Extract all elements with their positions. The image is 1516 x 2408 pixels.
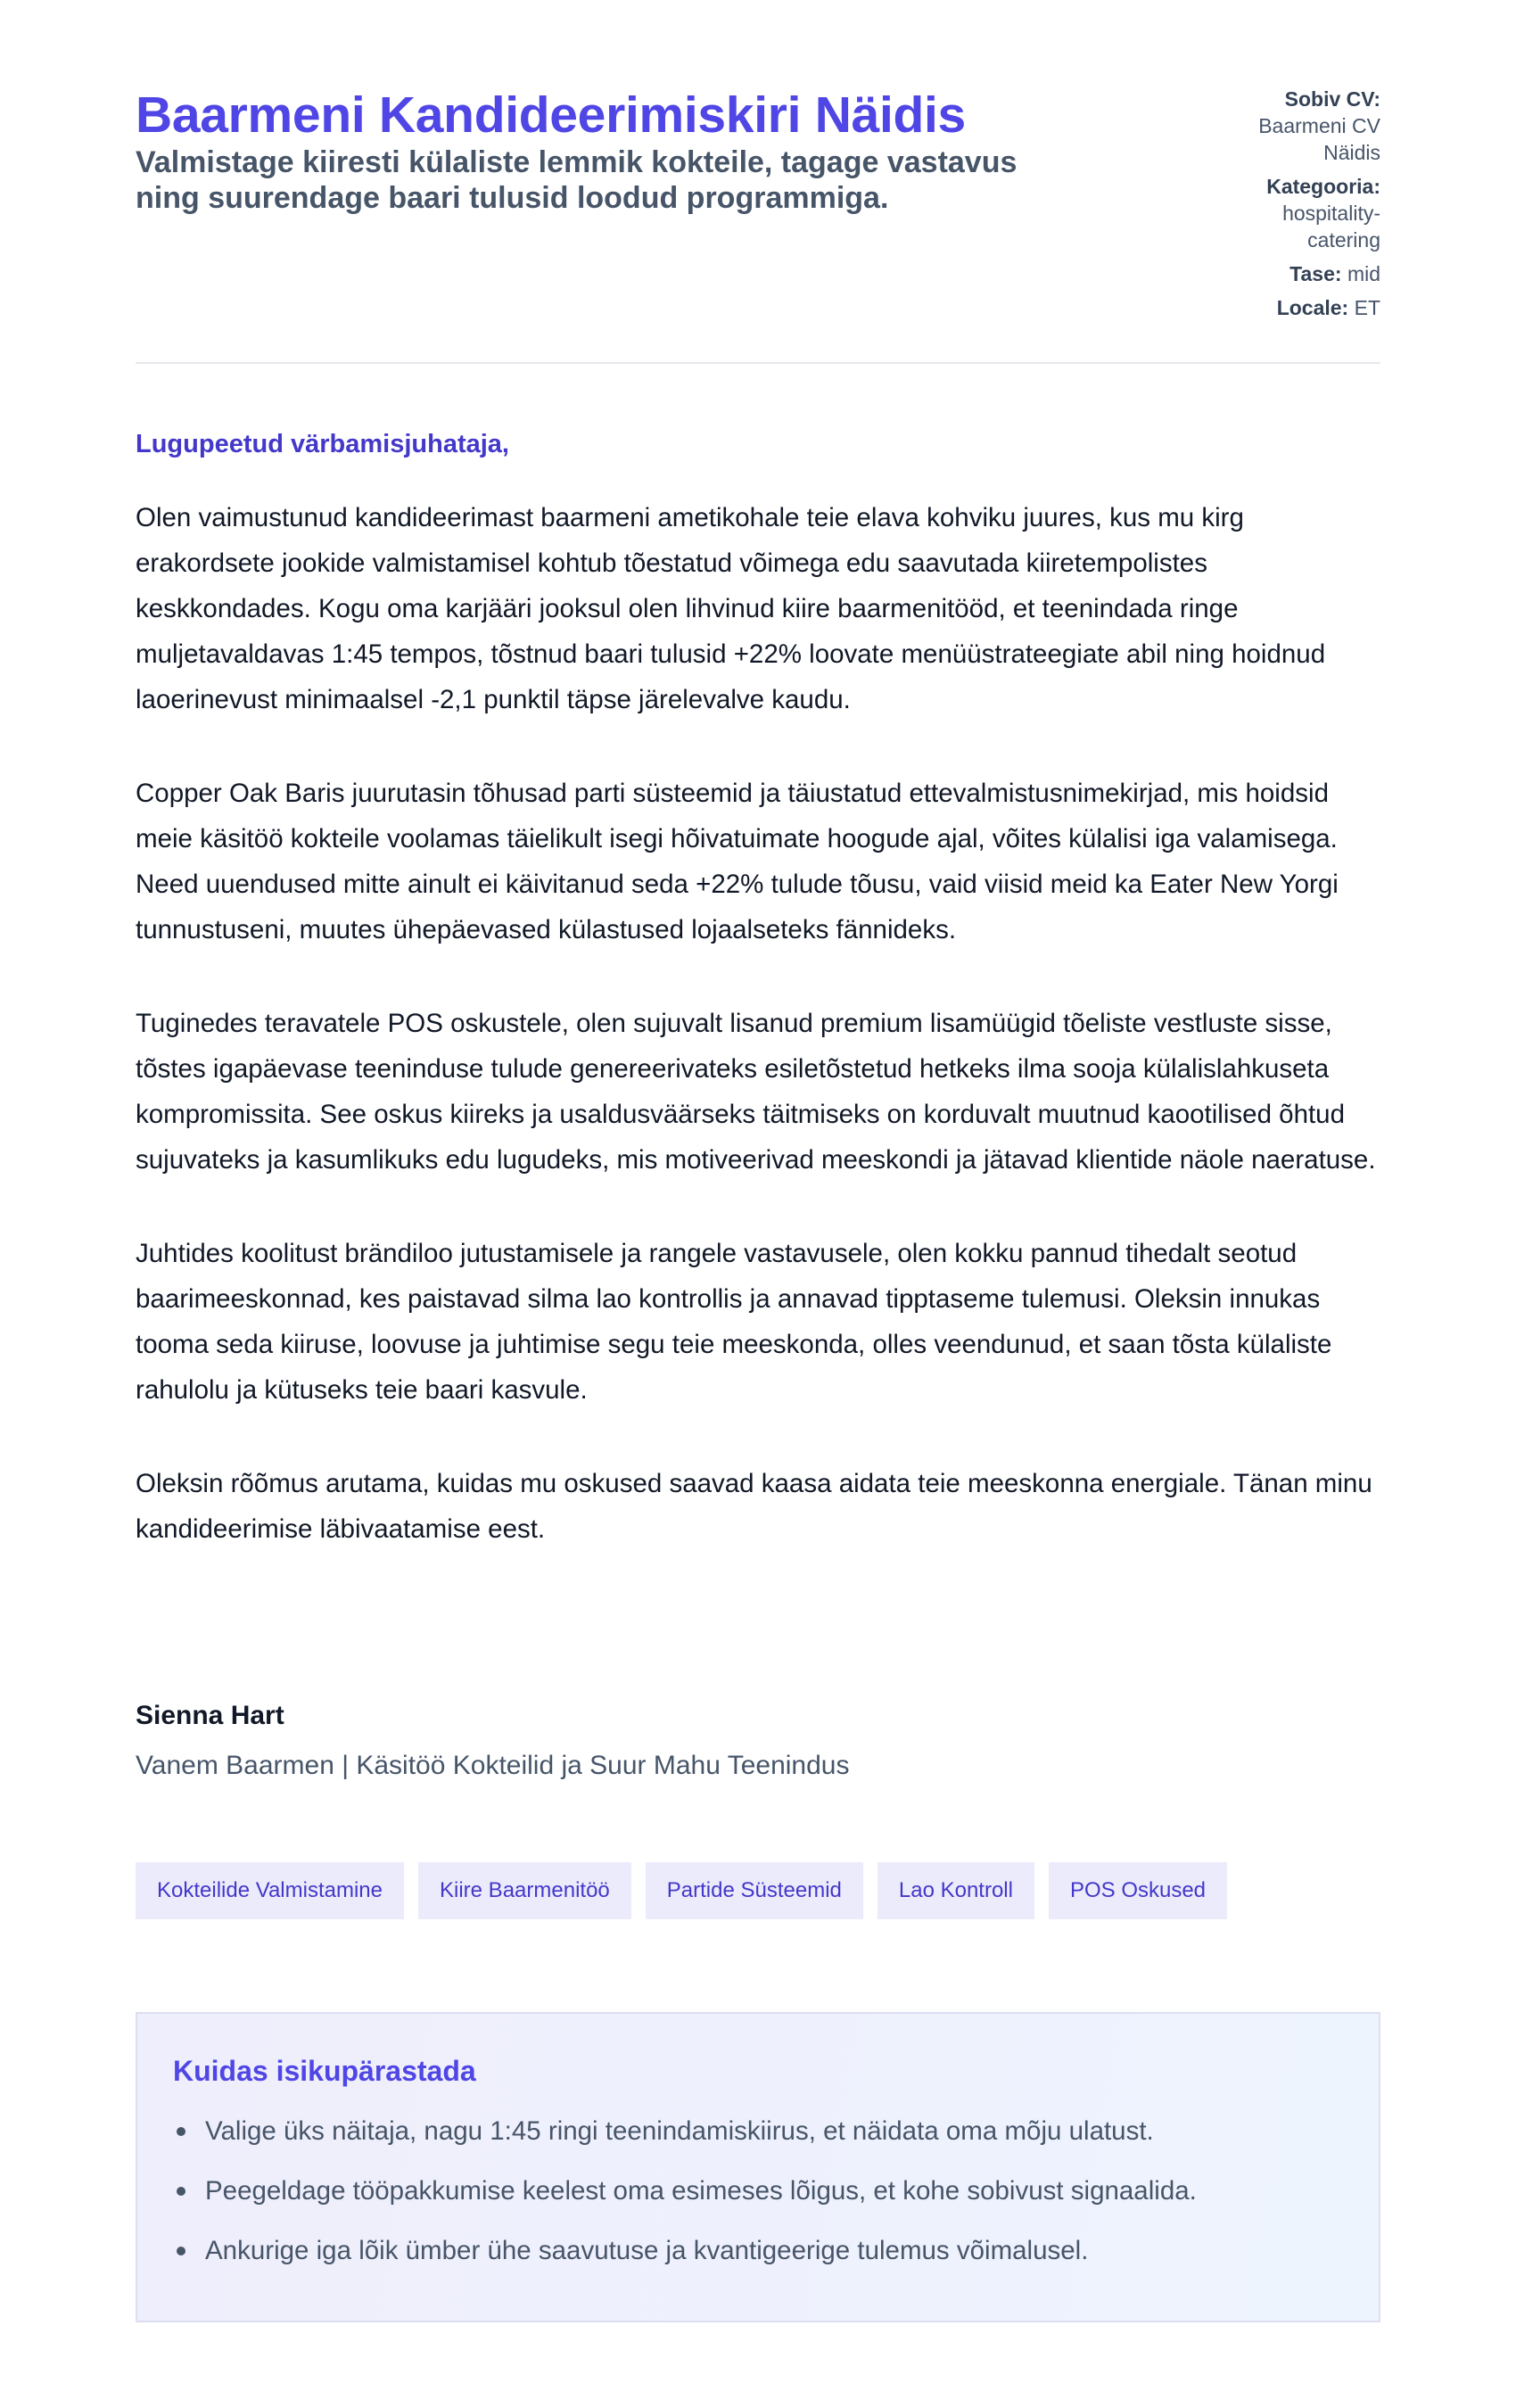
skill-tag[interactable]: Kokteilide Valmistamine (136, 1862, 404, 1919)
meta-level-value: mid (1347, 262, 1380, 285)
page-header (136, 0, 1380, 364)
tips-list (173, 2114, 1343, 2269)
letter-body (136, 495, 1380, 1552)
meta-category-label: Kategooria: (1266, 175, 1380, 198)
skill-tags (136, 1862, 1227, 1919)
tips-item (173, 2173, 1343, 2209)
skill-tag[interactable]: Kiire Baarmenitöö (418, 1862, 631, 1919)
meta-matching-cv (1229, 86, 1380, 166)
skill-tag[interactable]: POS Oskused (1049, 1862, 1227, 1919)
meta-locale (1229, 294, 1380, 321)
tips-item (173, 2114, 1343, 2149)
skill-tag[interactable]: Lao Kontroll (877, 1862, 1034, 1919)
meta-level-label: Tase: (1289, 262, 1342, 285)
bullet-icon (177, 2247, 185, 2255)
letter-paragraph: Copper Oak Baris juurutasin tõhusad parti süsteemid ja täiustatud ettevalmistusnimekirjad, mis hoidsid meie käsitöö kokteile voolamas täielikult isegi hõivatuimate hoogude ajal, võites külalisi iga valamisega. Need uuendused mitte ainult ei käivitanud seda +22% tulude tõusu, vaid viisid meid ka Eater New Yorgi tunnustuseni, muutes ühepäevased külastused lojaalseteks fännideks. (136, 779, 1339, 944)
meta-locale-label: Locale: (1276, 296, 1349, 319)
meta-matching-cv-label: Sobiv CV: (1284, 87, 1380, 111)
title-block (136, 86, 1116, 216)
meta-level (1229, 260, 1380, 287)
personalization-tips-box (136, 2012, 1380, 2322)
tips-title: Kuidas isikupärastada (173, 2055, 476, 2087)
signature-role: Vanem Baarmen | Käsitöö Kokteilid ja Suur Mahu Teenindus (136, 1751, 850, 1780)
letter-paragraph: Tuginedes teravatele POS oskustele, olen sujuvalt lisanud premium lisamüügid tõeliste vestluste sisse, tõstes igapäevase teeninduse tulude genereerivateks esiletõstetud hetkeks ilma sooja külalislahkuseta kompromissita. See oskus kiireks ja usaldusväärseks täitmiseks on korduvalt muutnud kaootilised õhtud sujuvateks ja kasumlikuks edu lugudeks, mis motiveerivad meeskondi ja jätavad klientide näole naeratuse. (136, 1009, 1376, 1175)
letter-paragraph: Oleksin rõõmus arutama, kuidas mu oskused saavad kaasa aidata teie meeskonna energiale. Tänan minu kandideerimise läbivaatamise eest. (136, 1469, 1372, 1544)
metadata-panel (1229, 86, 1380, 328)
letter-salutation: Lugupeetud värbamisjuhataja, (136, 430, 509, 458)
meta-category-value: hospitality-catering (1282, 202, 1380, 252)
letter-paragraph: Olen vaimustunud kandideerimast baarmeni ametikohale teie elava kohviku juures, kus mu kirg erakordsete jookide valmistamisel kohtub tõestatud võimega edu saavutada kiiretempolistes keskkondades. Kogu oma karjääri jooksul olen lihvinud kiire baarmenitööd, et teenindada ringe muljetavaldavas 1:45 tempos, tõstnud baari tulusid +22% loovate menüüstrateegiate abil ning hoidnud laoerinevust minimaalsel -2,1 punktil täpse järelevalve kaudu. (136, 503, 1326, 714)
tips-item (173, 2233, 1343, 2269)
bullet-icon (177, 2127, 185, 2136)
skill-tag[interactable]: Partide Süsteemid (646, 1862, 863, 1919)
meta-category (1229, 173, 1380, 253)
signature-name: Sienna Hart (136, 1701, 284, 1730)
page-title: Baarmeni Kandideerimiskiri Näidis (136, 87, 966, 144)
tips-item-text: Valige üks näitaja, nagu 1:45 ringi teenindamiskiirus, et näidata oma mõju ulatust. (205, 2116, 1154, 2146)
cover-letter-page (136, 0, 1380, 2265)
tips-item-text: Ankurige iga lõik ümber ühe saavutuse ja kvantigeerige tulemus võimalusel. (205, 2236, 1089, 2265)
letter-paragraph: Juhtides koolitust brändiloo jutustamisele ja rangele vastavusele, olen kokku pannud tihedalt seotud baarimeeskonnad, kes paistavad silma lao kontrollis ja annavad tipptaseme tulemusi. Oleksin innukas tooma seda kiiruse, loovuse ja juhtimise segu teie meeskonda, olles veendunud, et saan tõsta külaliste rahulolu ja kütuseks teie baari kasvule. (136, 1239, 1332, 1405)
meta-matching-cv-value[interactable]: Baarmeni CV Näidis (1258, 114, 1380, 164)
page-subtitle: Valmistage kiiresti külaliste lemmik kokteile, tagage vastavus ning suurendage baari tulusid loodud programmiga. (136, 145, 1018, 215)
bullet-icon (177, 2187, 185, 2196)
meta-locale-value: ET (1354, 296, 1380, 319)
tips-item-text: Peegeldage tööpakkumise keelest oma esimeses lõigus, et kohe sobivust signaalida. (205, 2176, 1197, 2206)
